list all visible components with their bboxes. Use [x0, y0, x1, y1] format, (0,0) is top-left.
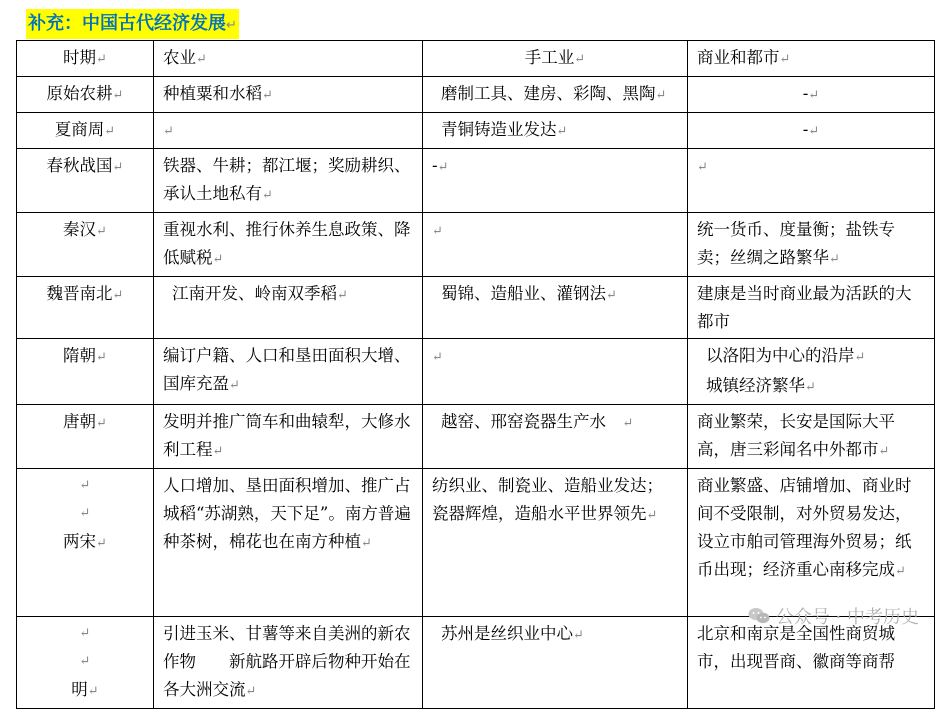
period-cell: 隋朝↵	[17, 339, 154, 405]
handicraft-cell: ↵	[423, 213, 688, 277]
period-cell: 夏商周↵	[17, 113, 154, 149]
commerce-cell: ↵	[688, 149, 935, 213]
commerce-cell: 建康是当时商业最为活跃的大都市	[688, 277, 935, 339]
handicraft-cell: ↵	[423, 339, 688, 405]
handicraft-cell: 苏州是丝织业中心↵	[423, 617, 688, 709]
table-row	[17, 213, 935, 277]
table-row	[17, 277, 935, 339]
wechat-icon	[748, 607, 770, 625]
handicraft-cell: 青铜铸造业发达↵	[423, 113, 688, 149]
agriculture-cell: 江南开发、岭南双季稻↵	[154, 277, 423, 339]
handicraft-cell: -↵	[423, 149, 688, 213]
handicraft-cell: 磨制工具、建房、彩陶、黑陶↵	[423, 77, 688, 113]
table-row	[17, 405, 935, 469]
period-cell: ↵ ↵ 两宋↵	[17, 469, 154, 617]
handicraft-cell: 越窑、邢窑瓷器生产水 ↵	[423, 405, 688, 469]
commerce-cell: -↵	[688, 113, 935, 149]
period-cell: 唐朝↵	[17, 405, 154, 469]
header-period: 时期↵	[17, 41, 154, 77]
table-row	[17, 113, 935, 149]
period-cell: ↵ ↵ 明↵	[17, 617, 154, 709]
header-handicraft: 手工业↵	[423, 41, 688, 77]
watermark	[748, 603, 919, 629]
commerce-cell: 商业繁荣，长安是国际大平高，唐三彩闻名中外都市↵	[688, 405, 935, 469]
commerce-cell: 商业繁盛、店铺增加、商业时间不受限制，对外贸易发达，设立市舶司管理海外贸易；纸币出现；经济重心南移完成↵	[688, 469, 935, 617]
commerce-cell: -↵	[688, 77, 935, 113]
table-row	[17, 339, 935, 405]
agriculture-cell: 发明并推广筒车和曲辕犁，大修水利工程↵	[154, 405, 423, 469]
agriculture-cell: 重视水利、推行休养生息政策、降低赋税↵	[154, 213, 423, 277]
header-agriculture: 农业↵	[154, 41, 423, 77]
table-row	[17, 469, 935, 617]
handicraft-cell: 纺织业、制瓷业、造船业发达；瓷器辉煌，造船水平世界领先↵	[423, 469, 688, 617]
watermark-text: 公众号 · 中考历史	[775, 607, 919, 628]
period-cell: 原始农耕↵	[17, 77, 154, 113]
agriculture-cell: 种植粟和水稻↵	[154, 77, 423, 113]
page-title: 补充：中国古代经济发展↵	[26, 9, 239, 39]
table-row	[17, 77, 935, 113]
commerce-cell: 北京和南京是全国性商贸城市，出现晋商、徽商等商帮	[688, 617, 935, 709]
agriculture-cell: 人口增加、垦田面积增加、推广占城稻“苏湖熟，天下足”。南方普遍种茶树，棉花也在南方种植↵	[154, 469, 423, 617]
table-header-row	[17, 41, 935, 77]
table-row	[17, 149, 935, 213]
agriculture-cell: ↵	[154, 113, 423, 149]
commerce-cell: 以洛阳为中心的沿岸↵ 城镇经济繁华↵	[688, 339, 935, 405]
period-cell: 春秋战国↵	[17, 149, 154, 213]
period-cell: 秦汉↵	[17, 213, 154, 277]
commerce-cell: 统一货币、度量衡；盐铁专卖；丝绸之路繁华↵	[688, 213, 935, 277]
table-row	[17, 617, 935, 709]
handicraft-cell: 蜀锦、造船业、灌钢法↵	[423, 277, 688, 339]
agriculture-cell: 编订户籍、人口和垦田面积大增、国库充盈↵	[154, 339, 423, 405]
agriculture-cell: 铁器、牛耕；都江堰；奖励耕织、承认土地私有↵	[154, 149, 423, 213]
header-commerce: 商业和都市↵	[688, 41, 935, 77]
agriculture-cell: 引进玉米、甘薯等来自美洲的新农作物 新航路开辟后物种开始在各大洲交流↵	[154, 617, 423, 709]
period-cell: 魏晋南北↵	[17, 277, 154, 339]
